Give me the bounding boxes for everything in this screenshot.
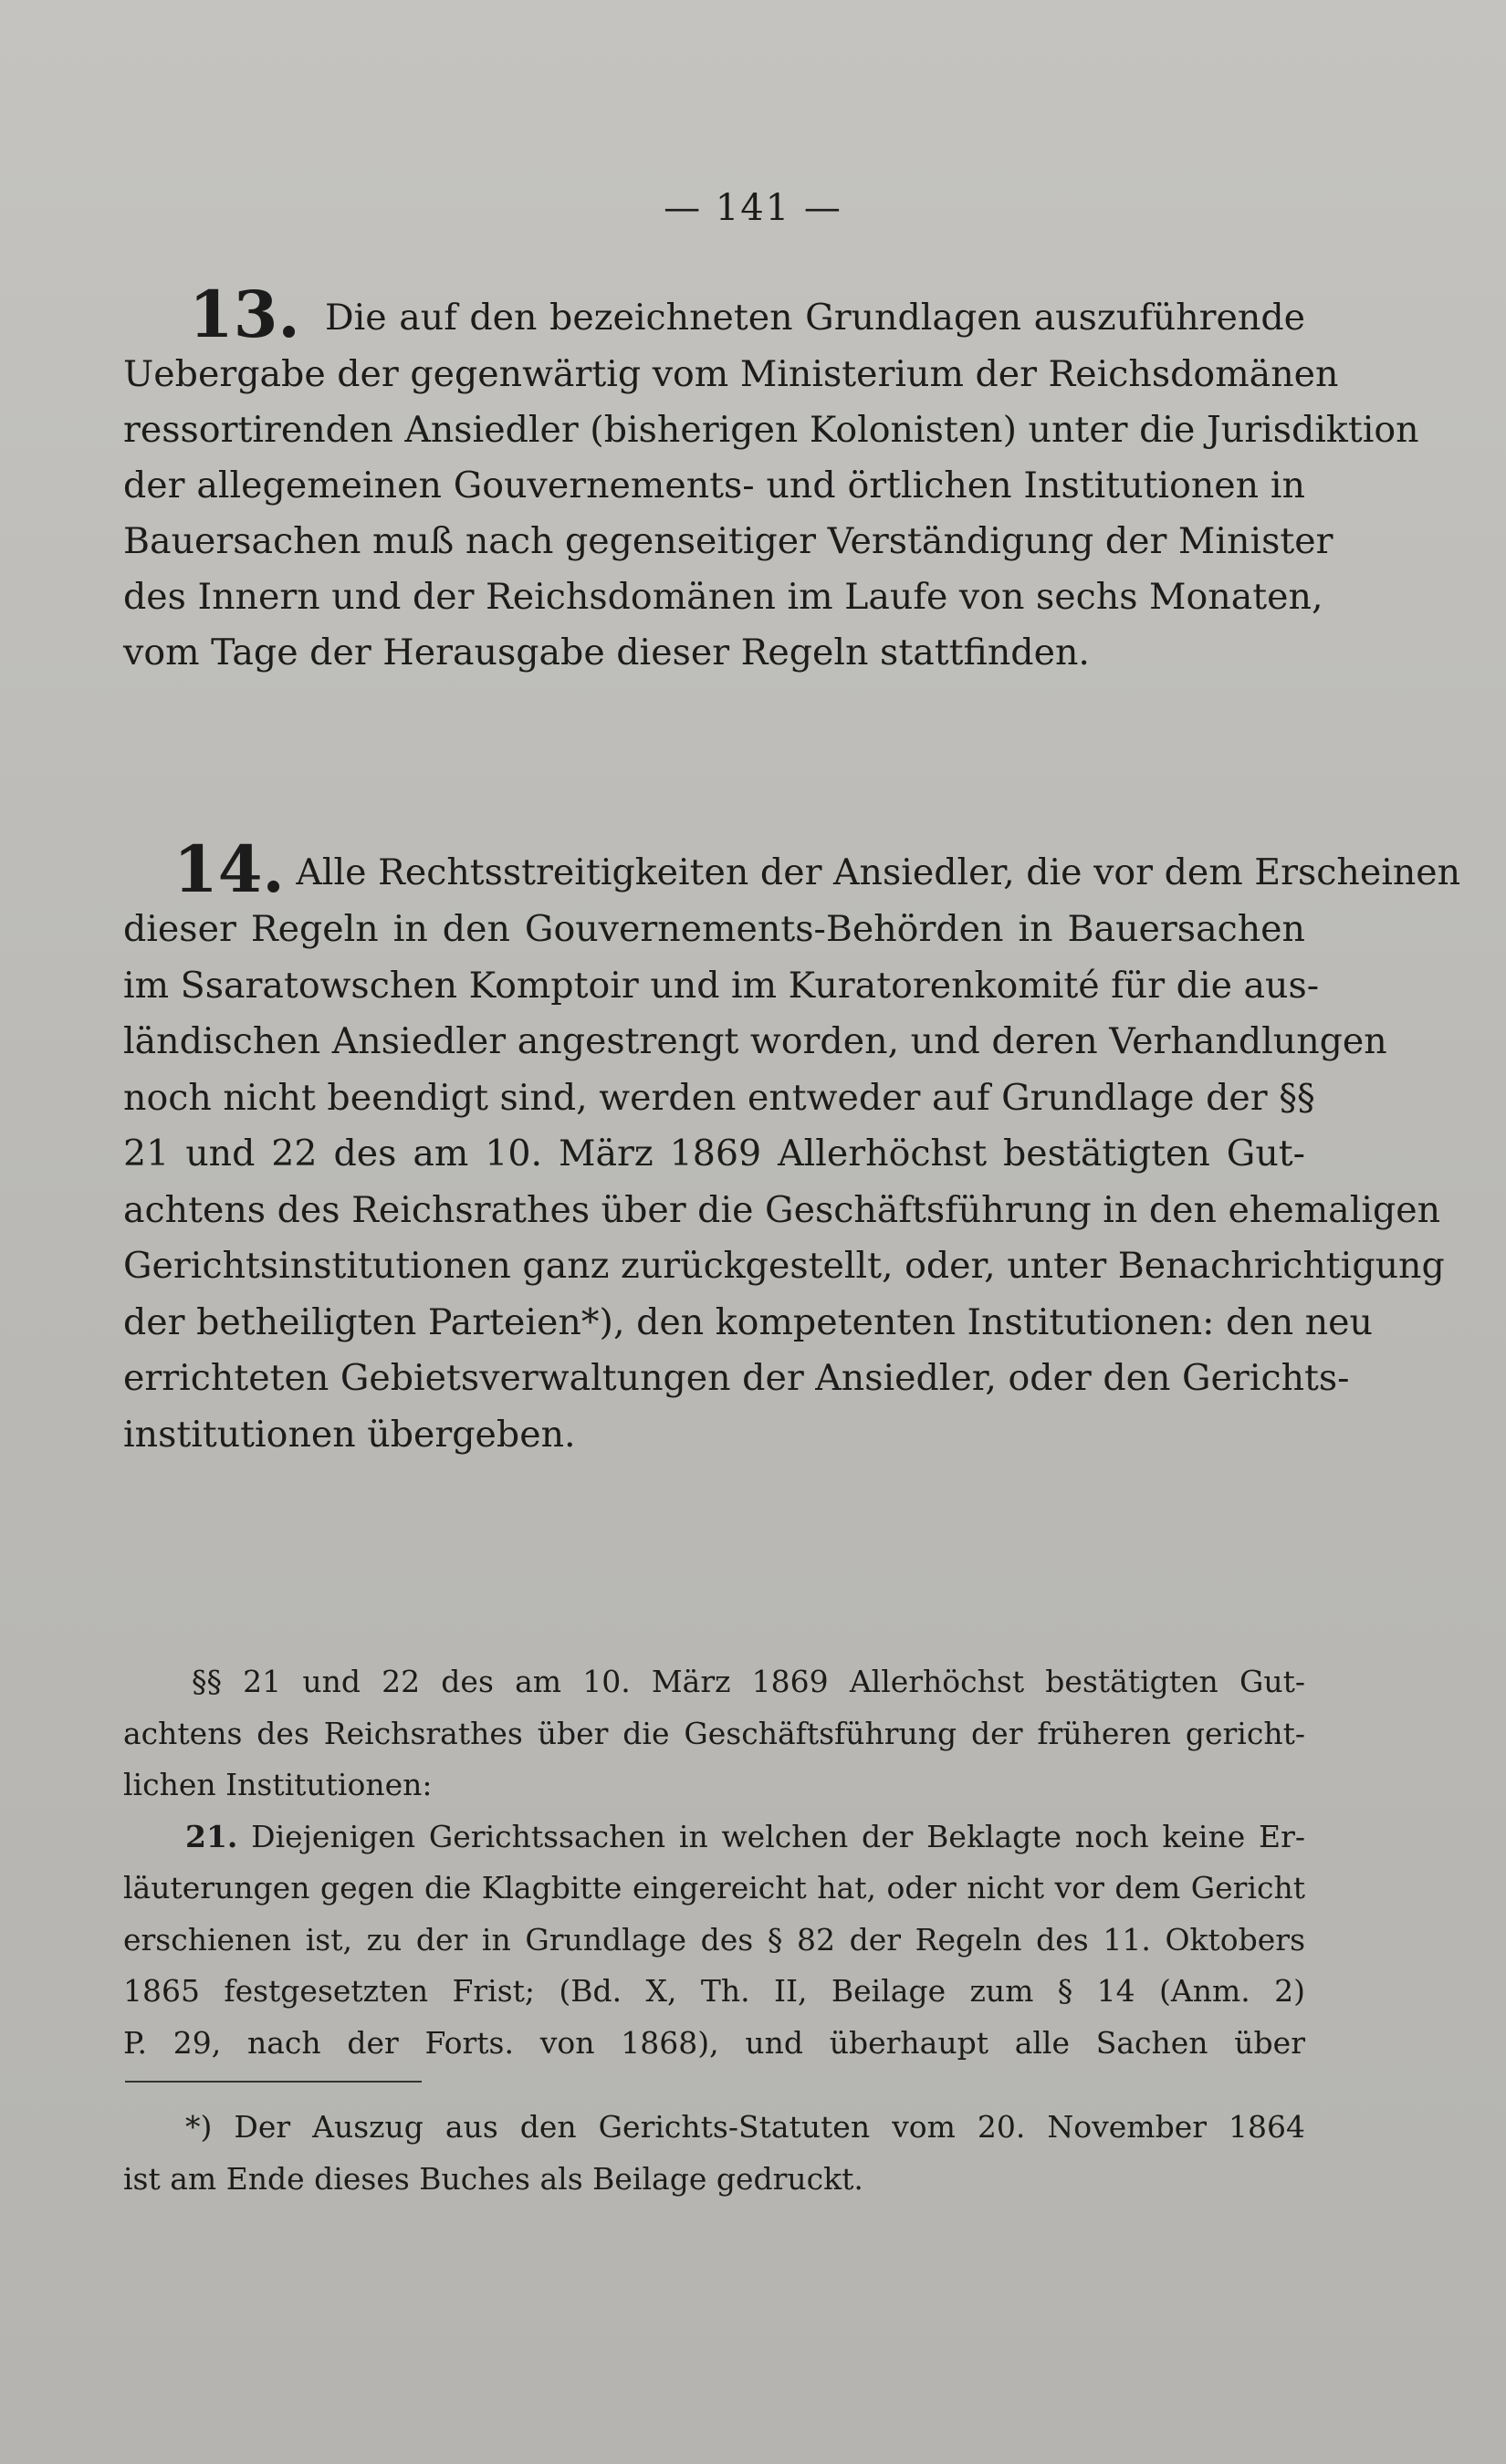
paragraph-number: 13. [189,277,300,352]
quote-line: 21. Diejenigen Gerichtssachen in welchen der Beklagte noch keine Er- [185,1818,1305,1854]
paragraph-line: der betheiligten Parteien*), den kompetenten Institutionen: den neu [123,1300,1373,1343]
paragraph-line: der allegemeinen Gouvernements- und örtlichen Institutionen in [123,465,1305,506]
footnote-marker: *) [185,2109,213,2145]
quote-line: 1865 festgesetzten Frist; (Bd. X, Th. II, Beilage zum § 14 (Anm. 2) [123,1973,1305,2009]
quote-line: §§ 21 und 22 des am 10. März 1869 Allerhöchst bestätigten Gut- [192,1664,1305,1699]
footnote [123,2101,1305,2205]
footnote-divider [125,2081,422,2083]
paragraph-number: 14. [173,831,285,907]
paragraph-line: im Ssaratowschen Komptoir und im Kuratorenkomité für die aus- [123,964,1320,1007]
quote-line: lichen Institutionen: [123,1767,433,1802]
quote-line: erschienen ist, zu der in Grundlage des § 82 der Regeln des 11. Oktobers [123,1921,1305,1958]
paragraph-14 [123,831,1461,1463]
paragraph-line: noch nicht beendigt sind, werden entweder auf Grundlage der §§ [123,1076,1315,1119]
paragraph-line: ressortirenden Ansiedler (bisherigen Kolonisten) unter die Jurisdiktion [123,409,1419,451]
item-number: 21. [185,1818,238,1854]
quote-line: achtens des Reichsrathes über die Geschäftsführung der früheren gericht- [123,1715,1305,1751]
paragraph-line: dieser Regeln in den Gouvernements-Behörden in Bauersachen [123,908,1305,950]
footnote-line: ist am Ende dieses Buches als Beilage gedruckt. [123,2161,863,2197]
page-number: — 141 — [664,187,842,229]
paragraph-line: achtens des Reichsrathes über die Geschäftsführung in den ehemaligen [123,1188,1441,1231]
paragraph-13 [123,277,1419,681]
paragraph-line: institutionen übergeben. [123,1413,576,1456]
paragraph-line: 14. Alle Rechtsstreitigkeiten der Ansiedler, die vor dem Erscheinen [173,831,1461,907]
quoted-statute [123,1656,1305,2069]
paragraph-line: errichteten Gebietsverwaltungen der Ansiedler, oder den Gerichts- [123,1357,1350,1399]
paragraph-line: Gerichtsinstitutionen ganz zurückgestellt, oder, unter Benachrichtigung [123,1245,1445,1287]
paragraph-line: vom Tage der Herausgabe dieser Regeln stattfinden. [123,632,1090,673]
quote-line: P. 29, nach der Forts. von 1868), und überhaupt alle Sachen über [123,2024,1305,2061]
paragraph-line: 13. Die auf den bezeichneten Grundlagen auszuführende [189,277,1305,352]
paragraph-line: Bauersachen muß nach gegenseitiger Verständigung der Minister [123,520,1333,562]
footnote-line: *) Der Auszug aus den Gerichts-Statuten vom 20. November 1864 [185,2109,1305,2145]
paragraph-line: ländischen Ansiedler angestrengt worden, und deren Verhandlungen [123,1020,1387,1062]
paragraph-line: Uebergabe der gegenwärtig vom Ministerium der Reichsdomänen [123,353,1339,395]
paragraph-line: 21 und 22 des am 10. März 1869 Allerhöchst bestätigten Gut- [123,1133,1305,1175]
quote-line: läuterungen gegen die Klagbitte eingereicht hat, oder nicht vor dem Gericht [123,1870,1305,1905]
paragraph-line: des Innern und der Reichsdomänen im Laufe von sechs Monaten, [123,576,1323,618]
